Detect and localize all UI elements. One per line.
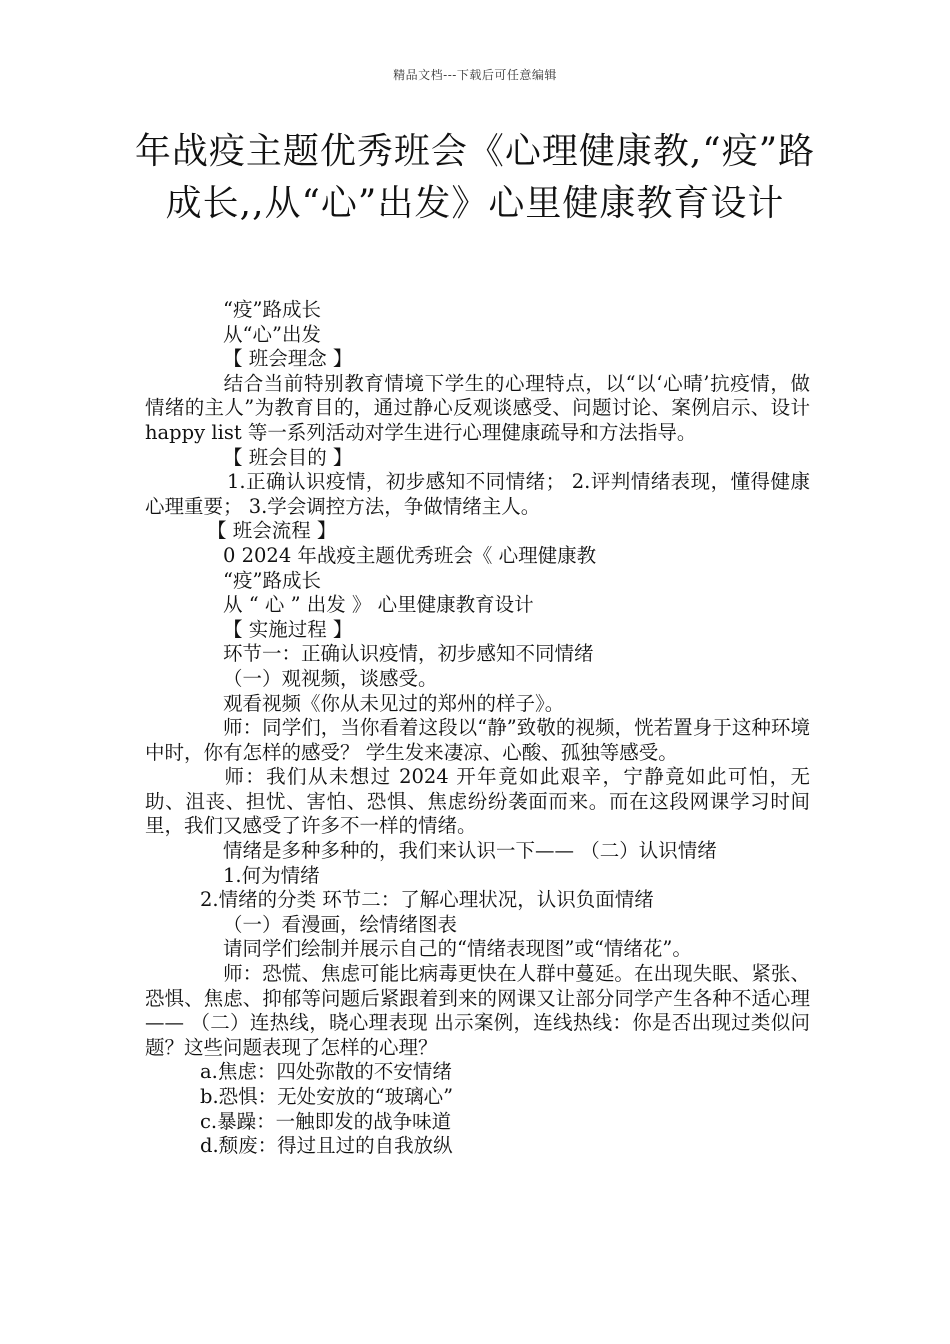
document-body (145, 298, 810, 1159)
subtitle-line-1: “疫”路成长 (223, 298, 321, 321)
page-header: 精品文档---下载后可任意编辑 (393, 68, 557, 82)
step-two-sub-1: （一）看漫画，绘情绪图表 (223, 912, 458, 936)
flow-line-1: 0 2024 年战疫主题优秀班会《 心理健康教 (223, 543, 597, 567)
flow-line-2: “疫”路成长 (223, 568, 321, 592)
paragraph-teacher-2 (145, 765, 810, 839)
section-heading-goals: 【 班会目的 】 (223, 445, 353, 469)
paragraph-teacher-1-text: 师：同学们，当你看着这段以“静”致敬的视频，恍若置身于这种环境中时，你有怎样的感受？ 学生发来凄凉、心酸、孤独等感受。 (145, 716, 810, 764)
video-line: 观看视频《你从未见过的郑州的样子》。 (223, 691, 565, 715)
section-heading-concept: 【 班会理念 】 (223, 347, 353, 371)
paragraph-teacher-2-text: 师：我们从未想过 2024 开年竟如此艰辛，宁静竟如此可怕，无助、沮丧、担忧、害怕、恐惧、焦虑纷纷袭面而来。而在这段网课学习时间里，我们又感受了许多不一样的情绪。 (145, 765, 810, 838)
paragraph-teacher-3 (145, 962, 810, 1060)
list-item-a: a.焦虑：四处弥散的不安情绪 (200, 1060, 452, 1084)
section-heading-process: 【 实施过程 】 (223, 617, 353, 641)
document-title: 年战疫主题优秀班会《心理健康教,“疫”路成长,,从“心”出发》心里健康教育设计 (134, 131, 816, 224)
step-one-sub-1: （一）观视频，谈感受。 (223, 666, 438, 690)
list-item-c: c.暴躁：一触即发的战争味道 (200, 1109, 452, 1133)
emotion-category-line: 2.情绪的分类 环节二：了解心理状况，认识负面情绪 (200, 888, 654, 912)
drawing-instruction-line: 请同学们绘制并展示自己的“情绪表现图”或“情绪花”。 (223, 937, 692, 961)
paragraph-concept-text: 结合当前特别教育情境下学生的心理特点，以“以‘心晴’抗疫情，做情绪的主人”为教育目的，通过静心反观谈感受、问题讨论、案例启示、设计 happy list 等一系列活动对学生进行心理健康疏导和方法指导。 (145, 371, 810, 444)
section-heading-flow: 【 班会流程 】 (207, 519, 337, 543)
emotion-definition-line: 1.何为情绪 (223, 863, 320, 887)
emotion-intro-line: 情绪是多种多种的，我们来认识一下—— （二）认识情绪 (223, 839, 717, 863)
paragraph-goals-text: 1.正确认识疫情，初步感知不同情绪； 2.评判情绪表现，懂得健康心理重要； 3.学会调控方法，争做情绪主人。 (145, 470, 810, 518)
paragraph-teacher-1 (145, 716, 810, 765)
paragraph-concept (145, 372, 810, 446)
paragraph-teacher-3-text: 师：恐慌、焦虑可能比病毒更快在人群中蔓延。在出现失眠、紧张、恐惧、焦虑、抑郁等问题后紧跟着到来的网课又让部分同学产生各种不适心理—— （二）连热线，晓心理表现 出示案例，连线热线：你是否出现过类似问题？这些问题表现了怎样的心理？ (145, 962, 810, 1059)
paragraph-goals (145, 470, 810, 519)
step-one-heading: 环节一：正确认识疫情，初步感知不同情绪 (223, 642, 594, 666)
list-item-b: b.恐惧：无处安放的“玻璃心” (200, 1085, 454, 1108)
list-item-d: d.颓废：得过且过的自我放纵 (200, 1134, 453, 1158)
subtitle-line-2: 从“心”出发 (223, 322, 321, 346)
flow-line-3: 从 “ 心 ” 出发 》 心里健康教育设计 (223, 593, 534, 617)
